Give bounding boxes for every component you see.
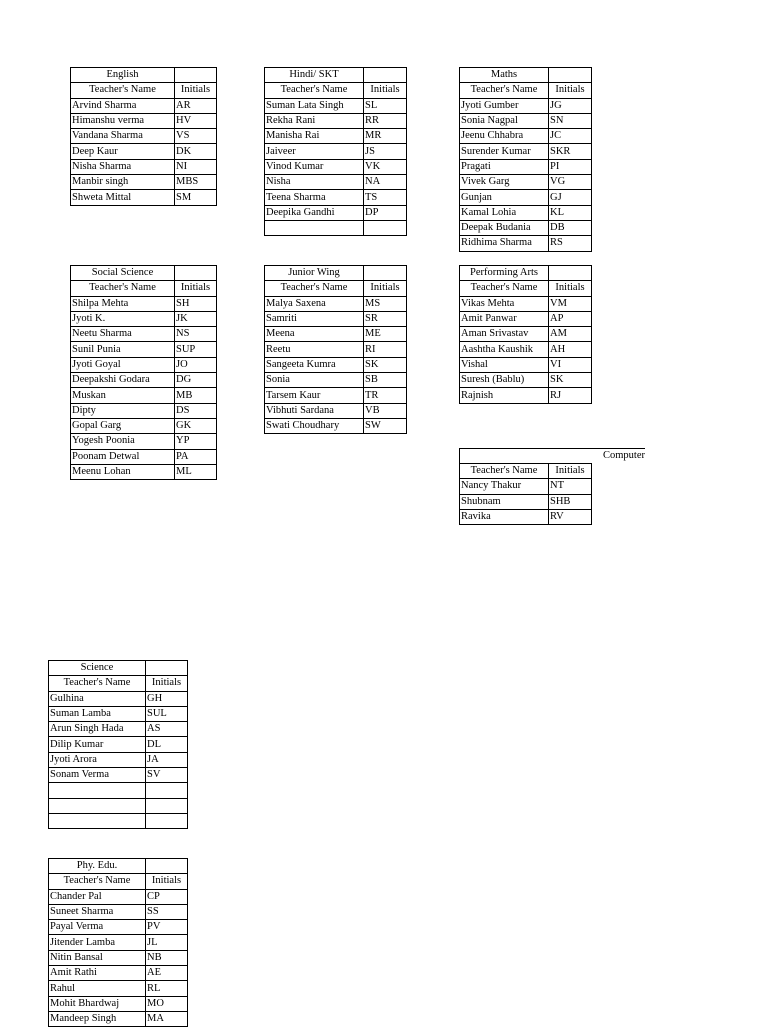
teacher-name-cell: Nisha Sharma	[71, 159, 175, 174]
teacher-name-cell: Vibhuti Sardana	[265, 403, 364, 418]
initials-cell: PV	[146, 920, 188, 935]
column-header-initials: Initials	[364, 83, 407, 98]
table-row	[71, 129, 217, 144]
initials-cell	[364, 220, 407, 235]
table-header-row	[71, 83, 217, 98]
teacher-name-cell: Suman Lamba	[49, 706, 146, 721]
initials-cell: DG	[175, 373, 217, 388]
initials-cell: SUP	[175, 342, 217, 357]
teacher-name-cell: Vivek Garg	[460, 175, 549, 190]
initials-cell: AR	[175, 98, 217, 113]
initials-cell: AM	[549, 327, 592, 342]
initials-cell: NT	[549, 479, 592, 494]
initials-cell: MR	[364, 129, 407, 144]
table-row	[460, 144, 592, 159]
table-title-blank	[549, 266, 592, 281]
teacher-name-cell: Gunjan	[460, 190, 549, 205]
teacher-name-cell: Muskan	[71, 388, 175, 403]
table-row	[71, 434, 217, 449]
initials-cell: GK	[175, 418, 217, 433]
teacher-name-cell: Ridhima Sharma	[460, 236, 549, 251]
table-row	[71, 98, 217, 113]
table-row	[49, 966, 188, 981]
column-header-initials: Initials	[146, 676, 188, 691]
initials-cell: JG	[549, 98, 592, 113]
teacher-name-cell: Nisha	[265, 175, 364, 190]
teacher-name-cell: Teena Sharma	[265, 190, 364, 205]
column-header-teacher-name: Teacher's Name	[265, 281, 364, 296]
table-row	[49, 813, 188, 828]
column-header-initials: Initials	[364, 281, 407, 296]
initials-cell: SN	[549, 113, 592, 128]
teacher-name-cell: Jyoti Goyal	[71, 357, 175, 372]
table-header-row	[265, 83, 407, 98]
teacher-name-cell: Dipty	[71, 403, 175, 418]
teacher-name-cell: Aashtha Kaushik	[460, 342, 549, 357]
initials-cell: VI	[549, 357, 592, 372]
teacher-name-cell: Sonia	[265, 373, 364, 388]
english-table	[70, 67, 217, 206]
teacher-name-cell: Yogesh Poonia	[71, 434, 175, 449]
initials-cell: SK	[549, 373, 592, 388]
table-row	[265, 403, 407, 418]
table-row	[71, 159, 217, 174]
column-header-teacher-name: Teacher's Name	[265, 83, 364, 98]
table-row	[49, 996, 188, 1011]
teacher-name-cell: Samriti	[265, 311, 364, 326]
teacher-name-cell: Shubnam	[460, 494, 549, 509]
table-row	[460, 129, 592, 144]
initials-cell: NB	[146, 950, 188, 965]
initials-cell: TS	[364, 190, 407, 205]
column-header-initials: Initials	[175, 281, 217, 296]
teacher-name-cell: Surender Kumar	[460, 144, 549, 159]
social-science-table	[70, 265, 217, 480]
initials-cell: DP	[364, 205, 407, 220]
junior-wing-table	[264, 265, 407, 434]
initials-cell	[146, 783, 188, 798]
teacher-name-cell: Deep Kaur	[71, 144, 175, 159]
table-row	[265, 129, 407, 144]
table-row	[460, 236, 592, 251]
initials-cell: KL	[549, 205, 592, 220]
table-title-row	[460, 266, 592, 281]
column-header-teacher-name: Teacher's Name	[460, 83, 549, 98]
teacher-name-cell: Himanshu verma	[71, 113, 175, 128]
table-row	[460, 205, 592, 220]
initials-cell: RL	[146, 981, 188, 996]
initials-cell: MA	[146, 1011, 188, 1026]
initials-cell: SK	[364, 357, 407, 372]
teacher-name-cell: Aman Srivastav	[460, 327, 549, 342]
table-row	[265, 144, 407, 159]
computer-table	[459, 463, 592, 525]
column-header-teacher-name: Teacher's Name	[71, 83, 175, 98]
initials-cell: SR	[364, 311, 407, 326]
table-row	[460, 373, 592, 388]
initials-cell: SUL	[146, 706, 188, 721]
teacher-name-cell: Jeenu Chhabra	[460, 129, 549, 144]
table-row	[265, 311, 407, 326]
initials-cell: VS	[175, 129, 217, 144]
table-row	[49, 752, 188, 767]
teacher-name-cell: Nitin Bansal	[49, 950, 146, 965]
table-row	[265, 342, 407, 357]
teacher-name-cell: Chander Pal	[49, 889, 146, 904]
column-header-teacher-name: Teacher's Name	[460, 281, 549, 296]
column-header-teacher-name: Teacher's Name	[71, 281, 175, 296]
initials-cell: GJ	[549, 190, 592, 205]
initials-cell	[146, 798, 188, 813]
table-row	[460, 190, 592, 205]
phy-edu-table	[48, 858, 188, 1027]
performing-arts-table	[459, 265, 592, 404]
table-row	[460, 509, 592, 524]
initials-cell: AP	[549, 311, 592, 326]
teacher-name-cell: Sonia Nagpal	[460, 113, 549, 128]
initials-cell: ML	[175, 464, 217, 479]
column-header-initials: Initials	[549, 464, 592, 479]
table-row	[265, 190, 407, 205]
table-header-row	[265, 281, 407, 296]
initials-cell: PI	[549, 159, 592, 174]
teacher-name-cell: Suman Lata Singh	[265, 98, 364, 113]
initials-cell: SW	[364, 418, 407, 433]
initials-cell	[146, 813, 188, 828]
teacher-name-cell: Deepika Gandhi	[265, 205, 364, 220]
teacher-name-cell: Jaiveer	[265, 144, 364, 159]
initials-cell: SH	[175, 296, 217, 311]
initials-cell: MS	[364, 296, 407, 311]
table-title-blank	[549, 68, 592, 83]
teacher-name-cell: Tarsem Kaur	[265, 388, 364, 403]
table-row	[49, 904, 188, 919]
table-row	[49, 706, 188, 721]
column-header-initials: Initials	[175, 83, 217, 98]
teacher-name-cell: Meenu Lohan	[71, 464, 175, 479]
teacher-name-cell: Reetu	[265, 342, 364, 357]
table-row	[71, 449, 217, 464]
table-row	[265, 205, 407, 220]
table-title-row	[265, 266, 407, 281]
hindi-skt-table	[264, 67, 407, 236]
table-title-blank	[146, 859, 188, 874]
table-row	[49, 1011, 188, 1026]
table-title-row	[71, 266, 217, 281]
table-row	[49, 691, 188, 706]
initials-cell: AE	[146, 966, 188, 981]
teacher-name-cell: Arvind Sharma	[71, 98, 175, 113]
table-row	[265, 418, 407, 433]
teacher-name-cell	[49, 783, 146, 798]
table-row	[460, 296, 592, 311]
teacher-name-cell	[49, 798, 146, 813]
teacher-name-cell: Deepak Budania	[460, 220, 549, 235]
teacher-name-cell: Shilpa Mehta	[71, 296, 175, 311]
teacher-name-cell: Vinod Kumar	[265, 159, 364, 174]
table-row	[71, 327, 217, 342]
teacher-name-cell: Poonam Detwal	[71, 449, 175, 464]
initials-cell: TR	[364, 388, 407, 403]
teacher-name-cell: Shweta Mittal	[71, 190, 175, 205]
table-row	[71, 388, 217, 403]
column-header-initials: Initials	[146, 874, 188, 889]
teacher-name-cell: Arun Singh Hada	[49, 722, 146, 737]
table-title: Science	[49, 661, 146, 676]
initials-cell: JO	[175, 357, 217, 372]
table-row	[71, 342, 217, 357]
table-header-row	[460, 464, 592, 479]
table-row	[71, 357, 217, 372]
teacher-name-cell: Jyoti Gumber	[460, 98, 549, 113]
initials-cell: JA	[146, 752, 188, 767]
teacher-name-cell: Meena	[265, 327, 364, 342]
table-row	[71, 403, 217, 418]
initials-cell: PA	[175, 449, 217, 464]
table-title-row	[49, 661, 188, 676]
teacher-name-cell: Deepakshi Godara	[71, 373, 175, 388]
table-title: English	[71, 68, 175, 83]
teacher-name-cell: Mohit Bhardwaj	[49, 996, 146, 1011]
teacher-name-cell: Dilip Kumar	[49, 737, 146, 752]
initials-cell: CP	[146, 889, 188, 904]
table-header-row	[71, 281, 217, 296]
teacher-name-cell: Neetu Sharma	[71, 327, 175, 342]
initials-cell: NA	[364, 175, 407, 190]
table-row	[71, 418, 217, 433]
table-title-row	[460, 68, 592, 83]
table-title: Junior Wing	[265, 266, 364, 281]
initials-cell: DL	[146, 737, 188, 752]
column-header-teacher-name: Teacher's Name	[460, 464, 549, 479]
table-row	[49, 768, 188, 783]
table-row	[460, 342, 592, 357]
teacher-name-cell: Rekha Rani	[265, 113, 364, 128]
table-row	[460, 98, 592, 113]
table-title-blank	[175, 68, 217, 83]
teacher-name-cell: Pragati	[460, 159, 549, 174]
table-row	[460, 175, 592, 190]
teacher-name-cell: Kamal Lohia	[460, 205, 549, 220]
initials-cell: SKR	[549, 144, 592, 159]
table-row	[49, 950, 188, 965]
table-row	[460, 357, 592, 372]
initials-cell: MO	[146, 996, 188, 1011]
table-row	[71, 296, 217, 311]
initials-cell: RI	[364, 342, 407, 357]
table-row	[71, 144, 217, 159]
table-row	[71, 464, 217, 479]
table-row	[460, 494, 592, 509]
teacher-name-cell	[49, 813, 146, 828]
table-header-row	[49, 676, 188, 691]
initials-cell: SV	[146, 768, 188, 783]
initials-cell: JS	[364, 144, 407, 159]
table-row	[460, 388, 592, 403]
initials-cell: DB	[549, 220, 592, 235]
table-row	[265, 388, 407, 403]
table-row	[460, 479, 592, 494]
initials-cell: RJ	[549, 388, 592, 403]
teacher-name-cell: Jyoti K.	[71, 311, 175, 326]
table-title: Hindi/ SKT	[265, 68, 364, 83]
table-row	[71, 190, 217, 205]
table-title: Maths	[460, 68, 549, 83]
initials-cell: SL	[364, 98, 407, 113]
teacher-name-cell: Gulhina	[49, 691, 146, 706]
table-row	[265, 220, 407, 235]
teacher-name-cell	[265, 220, 364, 235]
teacher-name-cell: Ravika	[460, 509, 549, 524]
initials-cell: SS	[146, 904, 188, 919]
initials-cell: AS	[146, 722, 188, 737]
table-row	[49, 722, 188, 737]
table-row	[460, 113, 592, 128]
teacher-name-cell: Mandeep Singh	[49, 1011, 146, 1026]
table-header-row	[460, 281, 592, 296]
table-title-row	[49, 859, 188, 874]
teacher-name-cell: Swati Choudhary	[265, 418, 364, 433]
initials-cell: GH	[146, 691, 188, 706]
table-row	[265, 159, 407, 174]
table-row	[49, 981, 188, 996]
initials-cell: VB	[364, 403, 407, 418]
table-header-row	[460, 83, 592, 98]
teacher-name-cell: Jitender Lamba	[49, 935, 146, 950]
initials-cell: VG	[549, 175, 592, 190]
initials-cell: RV	[549, 509, 592, 524]
initials-cell: YP	[175, 434, 217, 449]
initials-cell: JL	[146, 935, 188, 950]
table-header-row	[49, 874, 188, 889]
maths-table	[459, 67, 592, 252]
initials-cell: NI	[175, 159, 217, 174]
table-row	[49, 737, 188, 752]
initials-cell: VK	[364, 159, 407, 174]
teacher-name-cell: Sonam Verma	[49, 768, 146, 783]
table-row	[460, 220, 592, 235]
table-row	[71, 175, 217, 190]
initials-cell: JK	[175, 311, 217, 326]
column-header-initials: Initials	[549, 281, 592, 296]
table-title-blank	[146, 661, 188, 676]
initials-cell: VM	[549, 296, 592, 311]
initials-cell: MB	[175, 388, 217, 403]
initials-cell: NS	[175, 327, 217, 342]
teacher-name-cell: Sunil Punia	[71, 342, 175, 357]
table-row	[49, 889, 188, 904]
table-row	[265, 296, 407, 311]
teacher-name-cell: Payal Verma	[49, 920, 146, 935]
initials-cell: ME	[364, 327, 407, 342]
teacher-name-cell: Nancy Thakur	[460, 479, 549, 494]
table-title-row	[265, 68, 407, 83]
teacher-name-cell: Vishal	[460, 357, 549, 372]
teacher-name-cell: Vikas Mehta	[460, 296, 549, 311]
table-row	[71, 311, 217, 326]
table-row	[49, 935, 188, 950]
teacher-name-cell: Suneet Sharma	[49, 904, 146, 919]
table-row	[460, 159, 592, 174]
table-row	[265, 373, 407, 388]
table-row	[460, 311, 592, 326]
teacher-name-cell: Vandana Sharma	[71, 129, 175, 144]
science-table	[48, 660, 188, 829]
column-header-teacher-name: Teacher's Name	[49, 676, 146, 691]
initials-cell: SM	[175, 190, 217, 205]
table-title: Performing Arts	[460, 266, 549, 281]
teacher-name-cell: Malya Saxena	[265, 296, 364, 311]
table-row	[71, 113, 217, 128]
initials-cell: SB	[364, 373, 407, 388]
table-row	[265, 98, 407, 113]
teacher-name-cell: Manisha Rai	[265, 129, 364, 144]
table-row	[49, 783, 188, 798]
table-title: Social Science	[71, 266, 175, 281]
table-row	[71, 373, 217, 388]
teacher-name-cell: Suresh (Bablu)	[460, 373, 549, 388]
table-title-row	[71, 68, 217, 83]
table-row	[265, 327, 407, 342]
table-title-blank	[364, 68, 407, 83]
initials-cell: MBS	[175, 175, 217, 190]
column-header-teacher-name: Teacher's Name	[49, 874, 146, 889]
table-row	[265, 175, 407, 190]
initials-cell: JC	[549, 129, 592, 144]
teacher-name-cell: Gopal Garg	[71, 418, 175, 433]
table-row	[49, 920, 188, 935]
table-row	[49, 798, 188, 813]
teacher-name-cell: Rahul	[49, 981, 146, 996]
table-title: Phy. Edu.	[49, 859, 146, 874]
teacher-name-cell: Amit Panwar	[460, 311, 549, 326]
initials-cell: SHB	[549, 494, 592, 509]
table-row	[265, 357, 407, 372]
teacher-name-cell: Rajnish	[460, 388, 549, 403]
column-header-initials: Initials	[549, 83, 592, 98]
teacher-name-cell: Jyoti Arora	[49, 752, 146, 767]
table-title-blank	[175, 266, 217, 281]
initials-cell: RS	[549, 236, 592, 251]
initials-cell: RR	[364, 113, 407, 128]
teacher-name-cell: Manbir singh	[71, 175, 175, 190]
initials-cell: DK	[175, 144, 217, 159]
table-row	[460, 327, 592, 342]
teacher-name-cell: Sangeeta Kumra	[265, 357, 364, 372]
initials-cell: AH	[549, 342, 592, 357]
table-title-blank	[364, 266, 407, 281]
table-row	[265, 113, 407, 128]
computer-table-title: Computer	[459, 448, 645, 463]
initials-cell: DS	[175, 403, 217, 418]
initials-cell: HV	[175, 113, 217, 128]
teacher-name-cell: Amit Rathi	[49, 966, 146, 981]
